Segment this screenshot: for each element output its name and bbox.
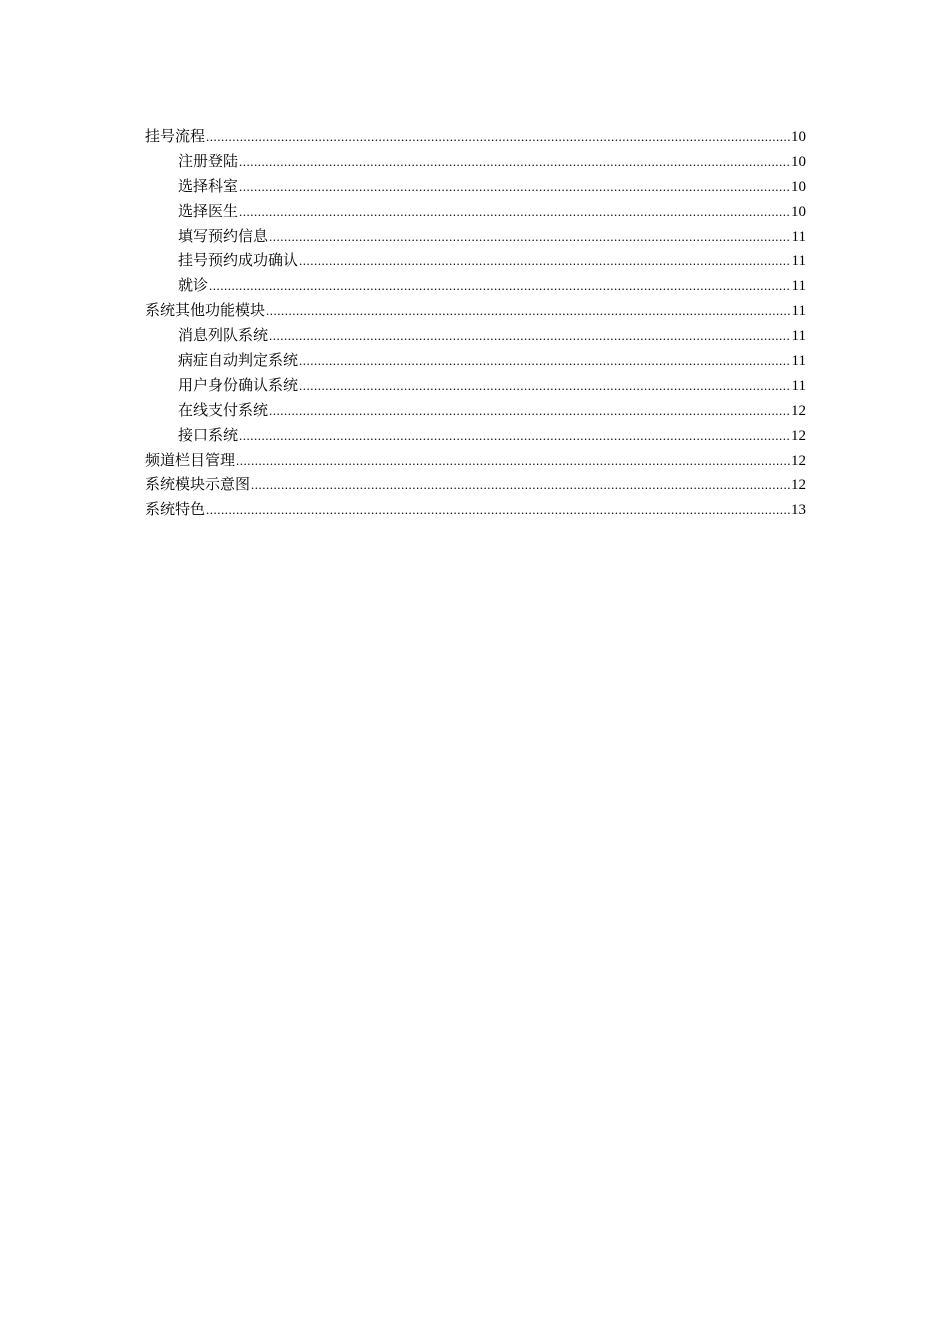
toc-entry-title: 系统模块示意图 — [145, 475, 251, 494]
toc-dot-leader — [299, 374, 791, 399]
toc-entry-module-diagram[interactable] — [145, 472, 806, 497]
toc-dot-leader — [269, 399, 790, 424]
toc-page-number: 11 — [791, 353, 806, 370]
toc-dot-leader — [239, 200, 790, 225]
toc-dot-leader — [299, 349, 791, 374]
toc-dot-leader — [251, 473, 790, 498]
toc-entry-title: 消息列队系统 — [178, 326, 269, 345]
toc-page-number: 11 — [791, 303, 806, 320]
toc-page-number: 12 — [791, 452, 806, 469]
toc-entry-select-department[interactable] — [145, 174, 806, 199]
toc-entry-title: 病症自动判定系统 — [178, 351, 299, 370]
toc-page-number: 11 — [791, 228, 806, 245]
toc-entry-title: 就诊 — [178, 276, 209, 295]
toc-entry-title: 填写预约信息 — [178, 226, 269, 245]
toc-dot-leader — [239, 150, 790, 175]
toc-entry-select-doctor[interactable] — [145, 199, 806, 224]
toc-dot-leader — [269, 225, 791, 250]
toc-dot-leader — [206, 498, 790, 523]
toc-page-number: 11 — [791, 377, 806, 394]
toc-entry-title: 挂号预约成功确认 — [178, 251, 299, 270]
toc-entry-title: 选择科室 — [178, 176, 239, 195]
toc-entry-registration-process[interactable] — [145, 124, 806, 149]
toc-page-number: 12 — [791, 427, 806, 444]
toc-entry-fill-appointment-info[interactable] — [145, 224, 806, 249]
toc-entry-title: 系统其他功能模块 — [145, 301, 266, 320]
toc-page-number: 11 — [791, 253, 806, 270]
toc-entry-title: 频道栏目管理 — [145, 450, 236, 469]
toc-entry-title: 挂号流程 — [145, 127, 206, 145]
toc-page-number: 10 — [791, 203, 806, 220]
toc-dot-leader — [239, 424, 790, 449]
toc-entry-title: 接口系统 — [178, 425, 239, 444]
toc-dot-leader — [206, 125, 790, 150]
toc-dot-leader — [209, 274, 791, 299]
toc-entry-appointment-confirmation[interactable] — [145, 248, 806, 273]
toc-dot-leader — [299, 249, 791, 274]
toc-entry-title: 选择医生 — [178, 201, 239, 220]
toc-dot-leader — [236, 449, 790, 474]
toc-entry-channel-management[interactable] — [145, 448, 806, 473]
toc-entry-identity-verification[interactable] — [145, 373, 806, 398]
toc-entry-title: 注册登陆 — [178, 151, 239, 170]
toc-page-number: 10 — [791, 129, 806, 145]
toc-entry-online-payment[interactable] — [145, 398, 806, 423]
toc-entry-message-queue[interactable] — [145, 323, 806, 348]
toc-dot-leader — [269, 324, 791, 349]
toc-page-number: 13 — [791, 502, 806, 519]
toc-entry-visit[interactable] — [145, 273, 806, 298]
toc-page-number: 10 — [791, 178, 806, 195]
toc-entry-title: 系统特色 — [145, 500, 206, 519]
toc-page-number: 11 — [791, 328, 806, 345]
table-of-contents — [145, 124, 806, 522]
toc-page-number: 10 — [791, 153, 806, 170]
toc-page-number: 12 — [791, 477, 806, 494]
toc-entry-other-modules[interactable] — [145, 298, 806, 323]
toc-entry-interface-system[interactable] — [145, 423, 806, 448]
toc-dot-leader — [239, 175, 790, 200]
toc-entry-register-login[interactable] — [145, 149, 806, 174]
toc-entry-symptom-detection[interactable] — [145, 348, 806, 373]
toc-entry-title: 用户身份确认系统 — [178, 375, 299, 394]
toc-entry-title: 在线支付系统 — [178, 400, 269, 419]
toc-page-number: 12 — [791, 402, 806, 419]
toc-entry-system-features[interactable] — [145, 497, 806, 522]
toc-page-number: 11 — [791, 278, 806, 295]
toc-dot-leader — [266, 299, 791, 324]
